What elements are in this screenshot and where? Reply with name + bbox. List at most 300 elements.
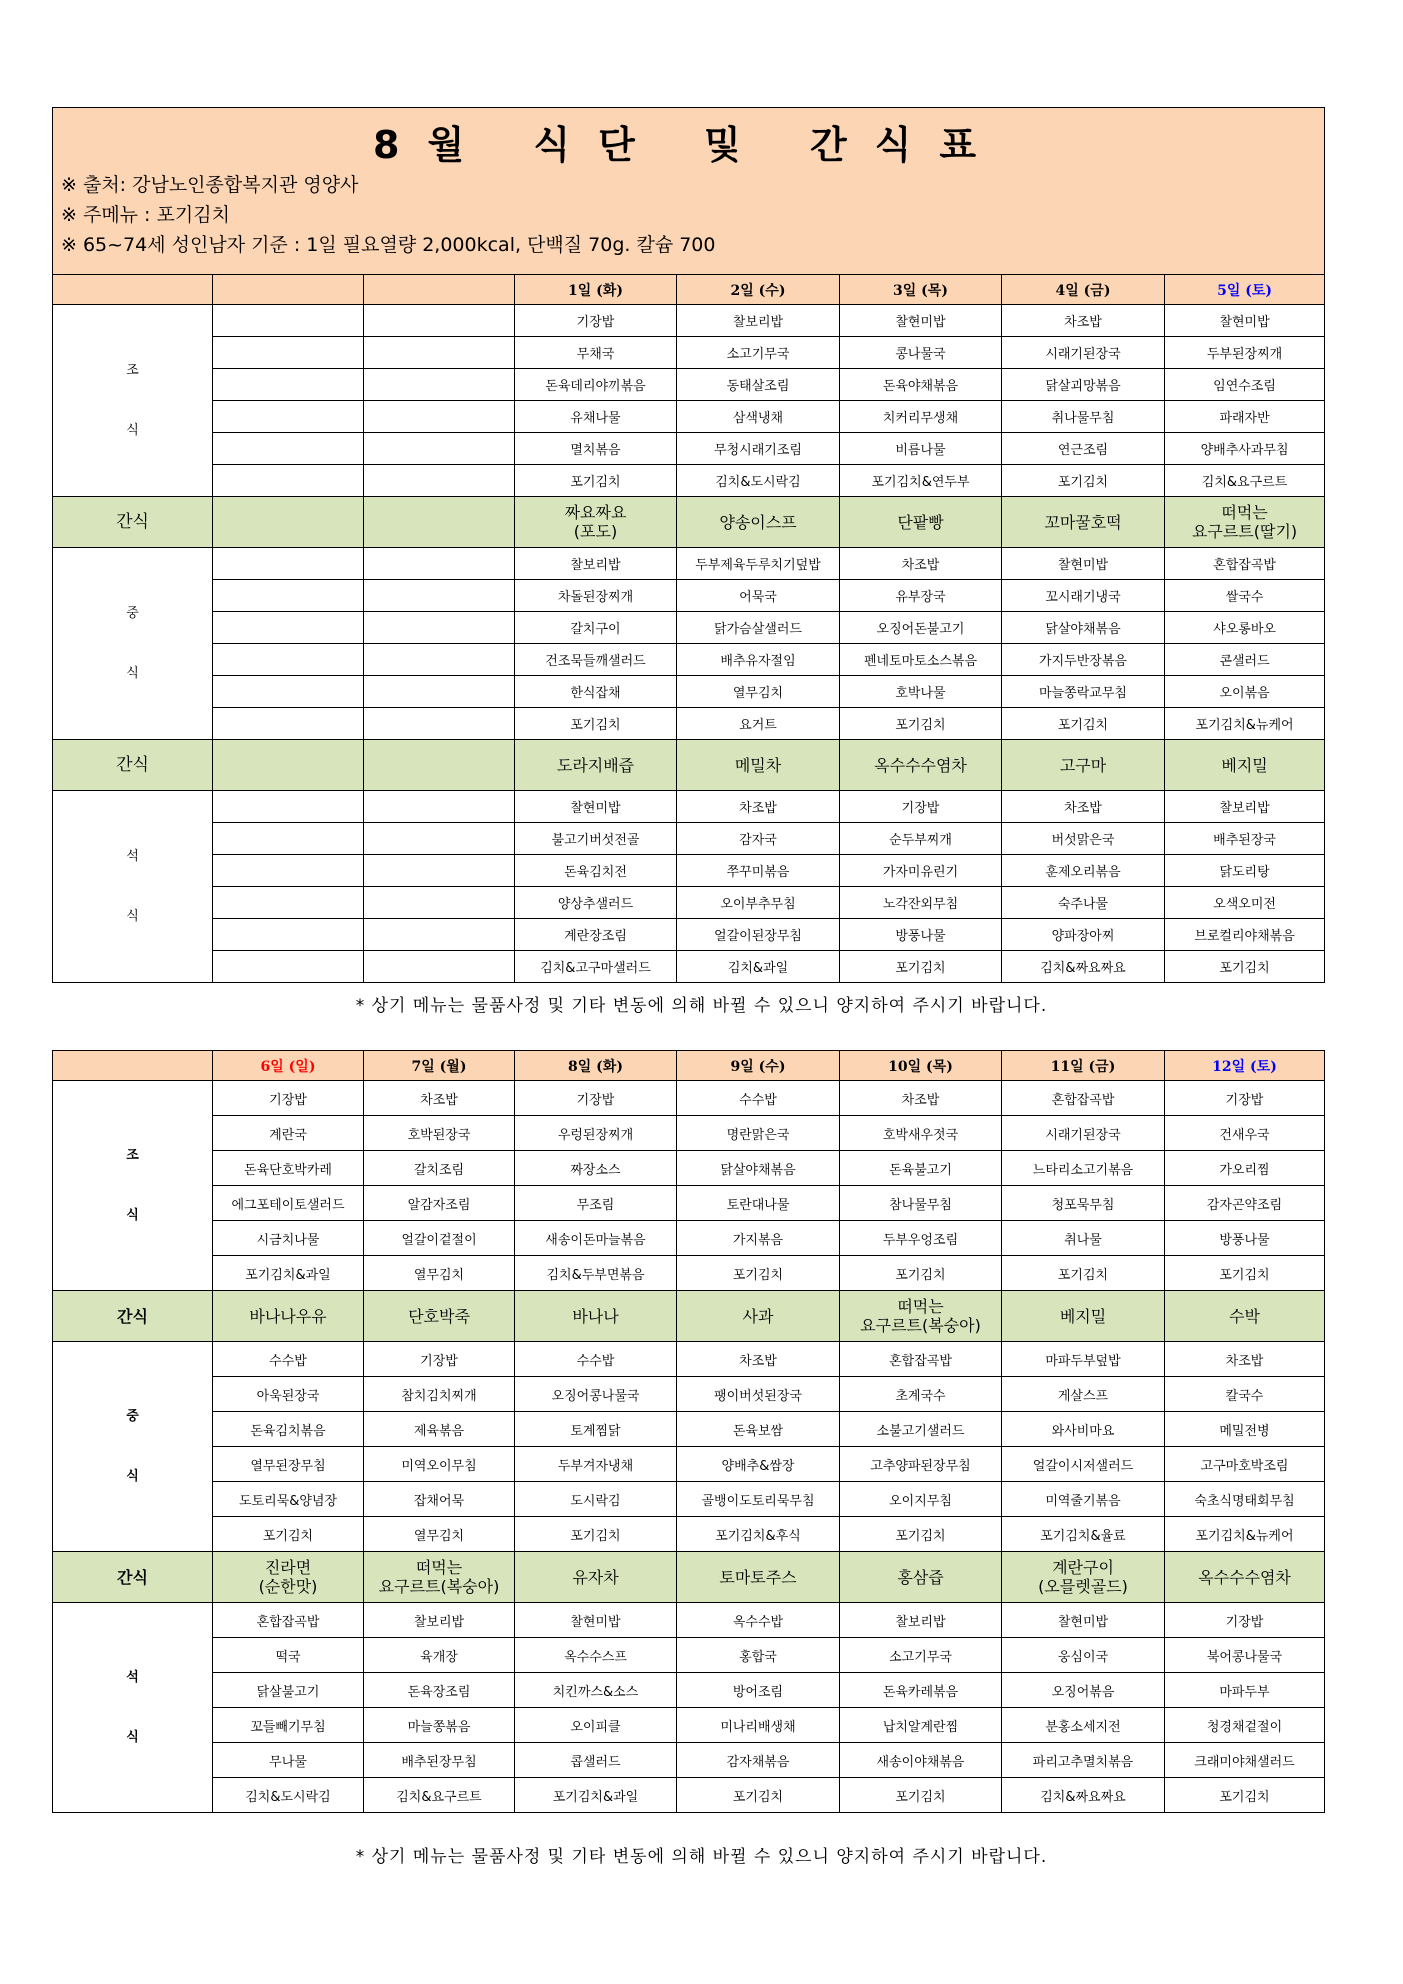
blank-cell — [364, 708, 515, 740]
menu-item: 제육볶음 — [364, 1412, 515, 1447]
menu-item: 삼색냉채 — [677, 401, 840, 433]
menu-item: 소고기무국 — [840, 1638, 1002, 1673]
menu-item: 닭살괴망볶음 — [1002, 369, 1165, 401]
blank-cell — [213, 337, 364, 369]
menu-item: 찰보리밥 — [677, 305, 840, 337]
menu-item: 콥샐러드 — [515, 1743, 677, 1778]
main-menu-note: ※ 주메뉴 : 포기김치 — [61, 204, 230, 226]
footnote-week2: * 상기 메뉴는 물품사정 및 기타 변동에 의해 바뀔 수 있으니 양지하여 주시기 바랍니다. — [355, 1847, 1048, 1867]
menu-item: 얼갈이시저샐러드 — [1002, 1447, 1165, 1482]
page-title: 8월 식단 및 간식표 — [373, 123, 1005, 167]
week2-dinner — [53, 1603, 1325, 1813]
menu-item: 배추된장국 — [1165, 823, 1325, 855]
menu-item: 홍합국 — [677, 1638, 840, 1673]
menu-item: 오색오미전 — [1165, 887, 1325, 919]
menu-item: 불고기버섯전골 — [515, 823, 677, 855]
menu-item: 포기김치 — [840, 1778, 1002, 1813]
snack-item-line: 짜요짜요 — [564, 503, 627, 522]
blank-cell — [364, 305, 515, 337]
menu-row — [53, 1778, 1325, 1813]
menu-item: 포기김치 — [1165, 1778, 1325, 1813]
menu-item: 배추유자절임 — [677, 644, 840, 676]
lunch-label — [53, 1342, 213, 1552]
menu-item: 두부우엉조림 — [840, 1221, 1002, 1256]
menu-item: 크래미야채샐러드 — [1165, 1743, 1325, 1778]
snack-item-line: 홍삼즙 — [897, 1567, 944, 1587]
menu-item: 계란국 — [213, 1116, 364, 1151]
blank-cell — [364, 644, 515, 676]
blank-cell — [364, 612, 515, 644]
menu-item: 포기김치 — [840, 1517, 1002, 1552]
meal-label-char: 중 — [126, 605, 139, 621]
menu-item: 포기김치 — [677, 1778, 840, 1813]
menu-item: 북어콩나물국 — [1165, 1638, 1325, 1673]
snack-item — [677, 740, 840, 791]
blank-header — [213, 275, 364, 305]
menu-item: 가지두반장볶음 — [1002, 644, 1165, 676]
snack-item-line: 바나나우유 — [249, 1306, 327, 1326]
meal-label-char: 식 — [126, 908, 139, 924]
snack-item-line: 베지밀 — [1221, 755, 1268, 775]
week2-snack1 — [53, 1291, 1325, 1342]
menu-item: 열무김치 — [677, 676, 840, 708]
menu-item: 김치&요구르트 — [364, 1778, 515, 1813]
snack-item-line: 단호박죽 — [408, 1306, 470, 1326]
menu-row — [53, 612, 1325, 644]
week1-menu-table — [52, 107, 1325, 983]
blank-cell — [213, 465, 364, 497]
menu-row — [53, 1186, 1325, 1221]
menu-item: 혼합잡곡밥 — [1165, 548, 1325, 580]
menu-item: 차조밥 — [1002, 791, 1165, 823]
source-note: ※ 출처: 강남노인종합복지관 영양사 — [61, 174, 359, 196]
snack-item — [840, 740, 1002, 791]
menu-row — [53, 1221, 1325, 1256]
menu-row — [53, 433, 1325, 465]
menu-item: 차조밥 — [840, 548, 1002, 580]
menu-item: 도토리묵&양념장 — [213, 1482, 364, 1517]
snack-item-line: 계란구이 — [1052, 1558, 1114, 1577]
menu-item: 꼬시래기냉국 — [1002, 580, 1165, 612]
menu-item: 쌀국수 — [1165, 580, 1325, 612]
menu-item: 토란대나물 — [677, 1186, 840, 1221]
blank-cell — [364, 497, 515, 548]
menu-row — [53, 1342, 1325, 1377]
week2-snack2 — [53, 1552, 1325, 1603]
menu-item: 차조밥 — [677, 1342, 840, 1377]
menu-item: 미역오이무침 — [364, 1447, 515, 1482]
footnote-week1: * 상기 메뉴는 물품사정 및 기타 변동에 의해 바뀔 수 있으니 양지하여 주시기 바랍니다. — [355, 996, 1048, 1016]
menu-item: 돈육불고기 — [840, 1151, 1002, 1186]
menu-item: 돈육데리야끼볶음 — [515, 369, 677, 401]
menu-item: 참치김치찌개 — [364, 1377, 515, 1412]
nutrition-note: ※ 65~74세 성인남자 기준 : 1일 필요열량 2,000kcal, 단백질 70g. 칼슘 700 — [61, 234, 716, 256]
menu-item: 육개장 — [364, 1638, 515, 1673]
blank-cell — [364, 791, 515, 823]
menu-item: 수수밥 — [515, 1342, 677, 1377]
blank-header — [53, 275, 213, 305]
blank-cell — [213, 823, 364, 855]
breakfast-label — [53, 305, 213, 497]
menu-item: 순두부찌개 — [840, 823, 1002, 855]
menu-item: 두부제육두루치기덮밥 — [677, 548, 840, 580]
snack-item — [840, 497, 1002, 548]
menu-item: 숙주나물 — [1002, 887, 1165, 919]
menu-item: 계란장조림 — [515, 919, 677, 951]
menu-item: 어묵국 — [677, 580, 840, 612]
menu-item: 납치알계란찜 — [840, 1708, 1002, 1743]
week2-breakfast — [53, 1081, 1325, 1291]
menu-item: 호박된장국 — [364, 1116, 515, 1151]
blank-cell — [364, 548, 515, 580]
menu-item: 포기김치 — [677, 1256, 840, 1291]
menu-item: 쭈꾸미볶음 — [677, 855, 840, 887]
day-header: 7일 (월) — [364, 1051, 515, 1081]
menu-item: 옥수수밥 — [677, 1603, 840, 1638]
blank-cell — [213, 433, 364, 465]
menu-item: 콩나물국 — [840, 337, 1002, 369]
snack-item — [677, 497, 840, 548]
menu-item: 돈육김치볶음 — [213, 1412, 364, 1447]
menu-item: 기장밥 — [840, 791, 1002, 823]
menu-row — [53, 580, 1325, 612]
snack-item-line: 요구르트(복숭아) — [378, 1577, 500, 1596]
menu-item: 연근조림 — [1002, 433, 1165, 465]
menu-row — [53, 548, 1325, 580]
menu-item: 펜네토마토소스볶음 — [840, 644, 1002, 676]
blank-cell — [213, 951, 364, 983]
snack-label: 간식 — [53, 1291, 213, 1342]
snack-item — [677, 1291, 840, 1342]
menu-item: 한식잡채 — [515, 676, 677, 708]
menu-item: 닭가슴살샐러드 — [677, 612, 840, 644]
meal-label-char: 중 — [126, 1408, 139, 1424]
menu-row — [53, 1447, 1325, 1482]
menu-item: 새송이야채볶음 — [840, 1743, 1002, 1778]
snack-item-line: 옥수수수염차 — [1198, 1567, 1291, 1587]
menu-item: 무나물 — [213, 1743, 364, 1778]
snack-item-line: 요구르트(복숭아) — [860, 1316, 981, 1335]
menu-item: 포기김치 — [1165, 1256, 1325, 1291]
menu-row — [53, 1081, 1325, 1116]
snack-row — [53, 1291, 1325, 1342]
menu-item: 게살스프 — [1002, 1377, 1165, 1412]
menu-item: 와사비마요 — [1002, 1412, 1165, 1447]
snack-item — [840, 1291, 1002, 1342]
menu-item: 닭살야채볶음 — [1002, 612, 1165, 644]
snack-item — [1002, 497, 1165, 548]
menu-row — [53, 305, 1325, 337]
menu-row — [53, 1743, 1325, 1778]
menu-item: 새송이돈마늘볶음 — [515, 1221, 677, 1256]
blank-cell — [364, 465, 515, 497]
blank-cell — [364, 951, 515, 983]
menu-item: 메밀전병 — [1165, 1412, 1325, 1447]
menu-item: 요거트 — [677, 708, 840, 740]
snack-item — [364, 1291, 515, 1342]
menu-item: 골뱅이도토리묵무침 — [677, 1482, 840, 1517]
menu-item: 치킨까스&소스 — [515, 1673, 677, 1708]
menu-item: 배추된장무침 — [364, 1743, 515, 1778]
menu-row — [53, 791, 1325, 823]
menu-item: 알감자조림 — [364, 1186, 515, 1221]
menu-row — [53, 855, 1325, 887]
snack-item-line: 도라지배즙 — [556, 755, 635, 775]
day-header-saturday: 5일 (토) — [1165, 275, 1325, 305]
menu-item: 마늘쫑락교무침 — [1002, 676, 1165, 708]
blank-header — [53, 1051, 213, 1081]
menu-item: 차조밥 — [364, 1081, 515, 1116]
menu-item: 시래기된장국 — [1002, 1116, 1165, 1151]
menu-item: 무청시래기조림 — [677, 433, 840, 465]
menu-item: 꼬들빼기무침 — [213, 1708, 364, 1743]
menu-item: 포기김치 — [1002, 708, 1165, 740]
menu-row — [53, 1603, 1325, 1638]
menu-item: 갈치조림 — [364, 1151, 515, 1186]
menu-item: 멸치볶음 — [515, 433, 677, 465]
menu-item: 양상추샐러드 — [515, 887, 677, 919]
menu-item: 건새우국 — [1165, 1116, 1325, 1151]
menu-row — [53, 1377, 1325, 1412]
menu-item: 오이볶음 — [1165, 676, 1325, 708]
menu-item: 혼합잡곡밥 — [1002, 1081, 1165, 1116]
meal-label-char: 식 — [126, 665, 139, 681]
snack-item-line: (포도) — [573, 522, 618, 541]
menu-item: 비름나물 — [840, 433, 1002, 465]
snack-item-line: 유자차 — [572, 1567, 619, 1587]
title-block — [53, 108, 1325, 275]
menu-item: 차조밥 — [1165, 1342, 1325, 1377]
menu-item: 에그포테이토샐러드 — [213, 1186, 364, 1221]
meal-label-char: 식 — [126, 1207, 139, 1223]
menu-item: 방풍나물 — [1165, 1221, 1325, 1256]
menu-item: 청포묵무침 — [1002, 1186, 1165, 1221]
blank-cell — [364, 580, 515, 612]
menu-item: 찰현미밥 — [1002, 548, 1165, 580]
snack-item — [515, 1552, 677, 1603]
meal-label-char: 조 — [126, 362, 139, 378]
snack-item-line: 떠먹는 — [897, 1297, 944, 1316]
blank-cell — [213, 644, 364, 676]
snack-item-line: (순한맛) — [258, 1577, 318, 1596]
snack-item-line: 떠먹는 — [415, 1558, 463, 1577]
menu-item: 감자국 — [677, 823, 840, 855]
snack-item-line: 요구르트(딸기) — [1191, 522, 1298, 541]
day-header-saturday: 12일 (토) — [1165, 1051, 1325, 1081]
menu-item: 콘샐러드 — [1165, 644, 1325, 676]
menu-item: 열무김치 — [364, 1517, 515, 1552]
menu-item: 시금치나물 — [213, 1221, 364, 1256]
menu-row — [53, 676, 1325, 708]
menu-item: 아욱된장국 — [213, 1377, 364, 1412]
snack-item — [213, 1552, 364, 1603]
menu-item: 김치&짜요짜요 — [1002, 1778, 1165, 1813]
meal-label-char: 석 — [126, 848, 139, 864]
menu-item: 마늘쫑볶음 — [364, 1708, 515, 1743]
meal-label-char: 식 — [126, 1729, 139, 1745]
menu-row — [53, 1482, 1325, 1517]
menu-item: 얼갈이된장무침 — [677, 919, 840, 951]
menu-item: 포기김치 — [1002, 1256, 1165, 1291]
menu-item: 포기김치 — [840, 708, 1002, 740]
menu-item: 마파두부 — [1165, 1673, 1325, 1708]
menu-item: 기장밥 — [515, 305, 677, 337]
menu-row — [53, 1708, 1325, 1743]
snack-row — [53, 740, 1325, 791]
menu-item: 차조밥 — [1002, 305, 1165, 337]
day-header-row — [53, 275, 1325, 305]
menu-item: 오이피클 — [515, 1708, 677, 1743]
menu-item: 포기김치&연두부 — [840, 465, 1002, 497]
menu-item: 가오리찜 — [1165, 1151, 1325, 1186]
day-header: 4일 (금) — [1002, 275, 1165, 305]
menu-item: 노각잔외무침 — [840, 887, 1002, 919]
menu-item: 기장밥 — [213, 1081, 364, 1116]
blank-cell — [364, 676, 515, 708]
snack-item-line: 수박 — [1229, 1306, 1260, 1326]
blank-cell — [213, 548, 364, 580]
blank-cell — [213, 580, 364, 612]
menu-item: 분홍소세지전 — [1002, 1708, 1165, 1743]
snack-item-line: 진라면 — [264, 1558, 312, 1577]
menu-item: 참나물무침 — [840, 1186, 1002, 1221]
menu-item: 포기김치 — [840, 951, 1002, 983]
menu-item: 마파두부덮밥 — [1002, 1342, 1165, 1377]
menu-item: 찰현미밥 — [1002, 1603, 1165, 1638]
menu-row — [53, 1151, 1325, 1186]
menu-item: 방어조림 — [677, 1673, 840, 1708]
menu-item: 고구마호박조림 — [1165, 1447, 1325, 1482]
blank-cell — [213, 369, 364, 401]
menu-item: 돈육장조림 — [364, 1673, 515, 1708]
menu-item: 찰보리밥 — [364, 1603, 515, 1638]
menu-row — [53, 1673, 1325, 1708]
day-header: 9일 (수) — [677, 1051, 840, 1081]
menu-item: 포기김치 — [213, 1517, 364, 1552]
menu-item: 찰보리밥 — [1165, 791, 1325, 823]
menu-item: 파래자반 — [1165, 401, 1325, 433]
snack-item — [1165, 497, 1325, 548]
menu-item: 찰현미밥 — [515, 1603, 677, 1638]
snack-item-line: 바나나 — [572, 1306, 619, 1326]
menu-row — [53, 644, 1325, 676]
blank-cell — [364, 887, 515, 919]
menu-item: 숙초식명태회무침 — [1165, 1482, 1325, 1517]
meal-label-char: 조 — [126, 1147, 139, 1163]
blank-cell — [364, 823, 515, 855]
day-header: 10일 (목) — [840, 1051, 1002, 1081]
menu-item: 오징어돈불고기 — [840, 612, 1002, 644]
menu-item: 양배추&쌈장 — [677, 1447, 840, 1482]
menu-item: 훈제오리볶음 — [1002, 855, 1165, 887]
menu-item: 포기김치&과일 — [213, 1256, 364, 1291]
menu-item: 찰현미밥 — [840, 305, 1002, 337]
menu-item: 돈육김치전 — [515, 855, 677, 887]
menu-item: 샤오롱바오 — [1165, 612, 1325, 644]
menu-row — [53, 887, 1325, 919]
menu-item: 수수밥 — [677, 1081, 840, 1116]
menu-row — [53, 823, 1325, 855]
snack-item — [677, 1552, 840, 1603]
day-header: 8일 (화) — [515, 1051, 677, 1081]
menu-item: 토계찜닭 — [515, 1412, 677, 1447]
menu-item: 김치&도시락김 — [677, 465, 840, 497]
menu-item: 오이지무침 — [840, 1482, 1002, 1517]
snack-item — [364, 1552, 515, 1603]
menu-item: 브로컬리야채볶음 — [1165, 919, 1325, 951]
menu-item: 돈육카레볶음 — [840, 1673, 1002, 1708]
menu-item: 오이부추무침 — [677, 887, 840, 919]
menu-item: 돈육보쌈 — [677, 1412, 840, 1447]
blank-cell — [213, 497, 364, 548]
blank-cell — [364, 855, 515, 887]
menu-item: 감자곤약조림 — [1165, 1186, 1325, 1221]
day-header: 3일 (목) — [840, 275, 1002, 305]
menu-item: 미역줄기볶음 — [1002, 1482, 1165, 1517]
menu-item: 무조림 — [515, 1186, 677, 1221]
menu-item: 초계국수 — [840, 1377, 1002, 1412]
blank-cell — [364, 433, 515, 465]
menu-item: 소고기무국 — [677, 337, 840, 369]
snack-item — [1002, 1552, 1165, 1603]
menu-item: 혼합잡곡밥 — [840, 1342, 1002, 1377]
menu-item: 돈육야채볶음 — [840, 369, 1002, 401]
blank-cell — [213, 740, 364, 791]
menu-item: 포기김치 — [1002, 465, 1165, 497]
menu-item: 기장밥 — [1165, 1603, 1325, 1638]
menu-item: 유채나물 — [515, 401, 677, 433]
menu-item: 차돌된장찌개 — [515, 580, 677, 612]
menu-item: 소불고기샐러드 — [840, 1412, 1002, 1447]
dinner-label — [53, 1603, 213, 1813]
blank-cell — [213, 612, 364, 644]
snack-item-line: 꼬마꿀호떡 — [1044, 512, 1122, 532]
menu-item: 찰현미밥 — [515, 791, 677, 823]
menu-item: 포기김치 — [515, 708, 677, 740]
lunch-label — [53, 548, 213, 740]
day-header-sunday: 6일 (일) — [213, 1051, 364, 1081]
menu-item: 차조밥 — [840, 1081, 1002, 1116]
menu-item: 포기김치&율료 — [1002, 1517, 1165, 1552]
snack-item — [1002, 740, 1165, 791]
menu-item: 파리고추멸치볶음 — [1002, 1743, 1165, 1778]
menu-item: 기장밥 — [1165, 1081, 1325, 1116]
menu-item: 포기김치&과일 — [515, 1778, 677, 1813]
menu-item: 잡채어묵 — [364, 1482, 515, 1517]
menu-item: 닭살불고기 — [213, 1673, 364, 1708]
dinner-label — [53, 791, 213, 983]
menu-item: 수수밥 — [213, 1342, 364, 1377]
menu-item: 닭도리탕 — [1165, 855, 1325, 887]
menu-row — [53, 1638, 1325, 1673]
menu-row — [53, 1256, 1325, 1291]
blank-cell — [213, 887, 364, 919]
snack-item-line: 베지밀 — [1059, 1306, 1107, 1326]
menu-row — [53, 401, 1325, 433]
snack-item-line: 메밀차 — [734, 755, 782, 775]
menu-item: 기장밥 — [515, 1081, 677, 1116]
menu-item: 김치&과일 — [677, 951, 840, 983]
menu-row — [53, 708, 1325, 740]
snack-item — [515, 1291, 677, 1342]
meal-label-char: 식 — [126, 1468, 139, 1484]
menu-item: 치커리무생채 — [840, 401, 1002, 433]
menu-item: 임연수조림 — [1165, 369, 1325, 401]
meal-label-char: 석 — [126, 1669, 139, 1685]
week1-snack2 — [53, 740, 1325, 791]
menu-item: 감자채볶음 — [677, 1743, 840, 1778]
day-header: 11일 (금) — [1002, 1051, 1165, 1081]
